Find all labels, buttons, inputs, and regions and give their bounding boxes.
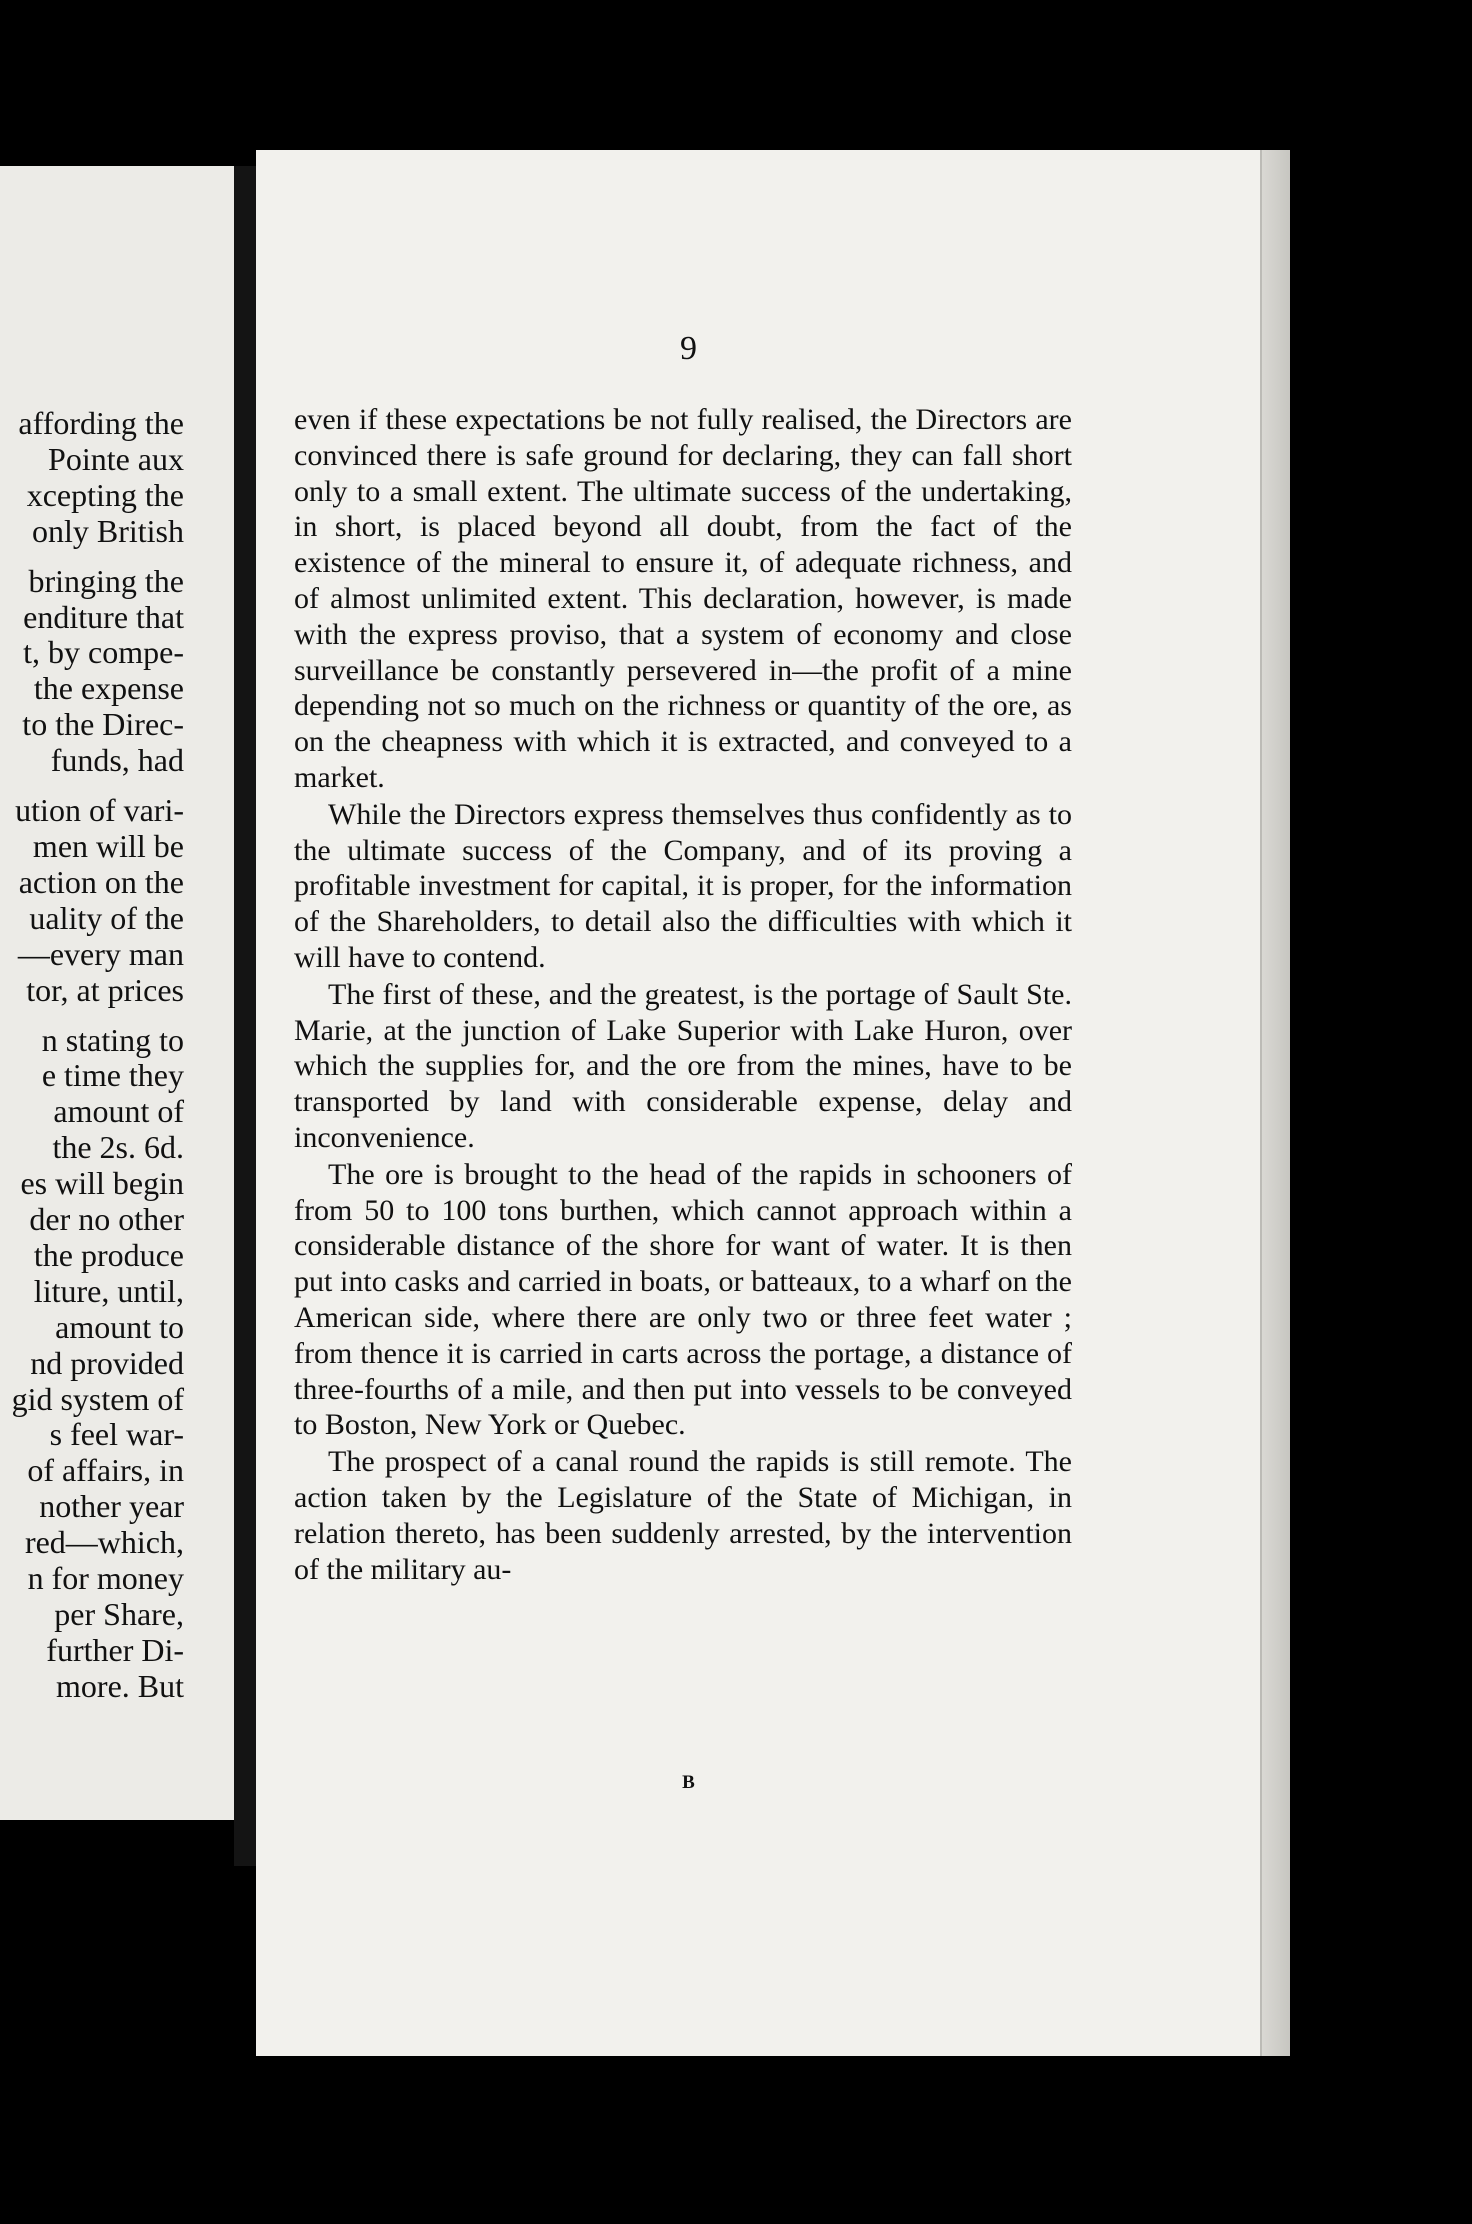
text-line: gid system of (11, 1380, 184, 1417)
text-line: enditure that (23, 598, 184, 635)
body-text (294, 402, 1072, 1588)
page-edge (1260, 150, 1290, 2056)
paragraph-gap (0, 550, 184, 564)
text-line: more. But (56, 1667, 184, 1704)
text-line: the expense (33, 670, 184, 707)
text-line: nd provided (30, 1344, 184, 1381)
text-line: amount of (53, 1093, 184, 1130)
text-line: action on the (18, 863, 184, 900)
paragraph: The ore is brought to the head of the rapids in schooners of from 50 to 100 tons burthen, which cannot approach within a considerable distance of the shore for want of water. It is then put into casks and carried in boats, or batteaux, to a wharf on the American side, where there are only two or three feet water ; from thence it is carried in carts across the portage, a distance of three-fourths of a mile, and then put into vessels to be conveyed to Boston, New York or Quebec. (294, 1157, 1072, 1442)
text-line: tor, at prices (26, 971, 184, 1008)
text-line: xcepting the (26, 476, 184, 513)
paragraph-gap (0, 779, 184, 793)
text-line: e time they (41, 1057, 184, 1094)
text-line: men will be (32, 827, 184, 864)
text-line: uality of the (29, 899, 184, 936)
text-line: liture, until, (33, 1272, 184, 1309)
book-gutter (234, 166, 256, 1866)
paragraph: even if these expectations be not fully realised, the Directors are convinced there is safe ground for declaring, they can fall short only to a small extent. The ultimate success of the undertaking, in short, is placed beyond all doubt, from the fact of the existence of the mineral to ensure it, of adequate richness, and of almost unlimited extent. This declaration, however, is made with the express proviso, that a system of economy and close surveillance be constantly persevered in—the profit of a mine depending not so much on the richness or quantity of the ore, as on the cheapness with which it is extracted, and conveyed to a market. (294, 403, 1072, 794)
text-line: to the Direc- (22, 706, 184, 743)
current-page (256, 150, 1290, 2056)
text-line: nother year (39, 1488, 184, 1525)
text-line: funds, had (50, 742, 184, 779)
signature-mark: B (682, 1772, 695, 1793)
text-line: the produce (33, 1236, 184, 1273)
text-line: bringing the (28, 562, 184, 599)
text-line: only British (31, 512, 184, 549)
text-line: of affairs, in (27, 1452, 184, 1489)
paragraph: The prospect of a canal round the rapids is still remote. The action taken by the Legislature of the State of Michigan, in relation thereto, has been suddenly arrested, by the intervention of the military au- (294, 1445, 1072, 1586)
text-line: s feel war- (49, 1416, 184, 1453)
previous-page-fragment (0, 166, 234, 1820)
text-line: ution of vari- (15, 792, 184, 829)
text-line: t, by compe- (23, 634, 184, 671)
page-number: 9 (680, 330, 697, 367)
text-line: n for money (27, 1560, 184, 1597)
previous-page-text (0, 406, 184, 1705)
text-line: red—which, (24, 1524, 184, 1561)
paragraph: While the Directors express themselves thus confidently as to the ultimate success of the Company, and of its proving a profitable investment for capital, it is proper, for the information of the Shareholders, to detail also the difficulties with which it will have to contend. (294, 797, 1072, 974)
text-line: further Di- (46, 1631, 184, 1668)
text-line: Pointe aux (48, 440, 184, 477)
text-line: the 2s. 6d. (52, 1129, 184, 1166)
paragraph-gap (0, 1009, 184, 1023)
text-line: es will begin (20, 1165, 184, 1202)
text-line: n stating to (41, 1021, 184, 1058)
text-line: amount to (55, 1308, 184, 1345)
text-line: per Share, (54, 1596, 184, 1632)
text-line: der no other (29, 1201, 184, 1238)
paragraph: The first of these, and the greatest, is the portage of Sault Ste. Marie, at the junction of Lake Superior with Lake Huron, over which the supplies for, and the ore from the mines, have to be transported by land with considerable expense, delay and inconvenience. (294, 977, 1072, 1154)
text-line: affording the (18, 405, 184, 441)
text-line: —every man (17, 935, 184, 972)
